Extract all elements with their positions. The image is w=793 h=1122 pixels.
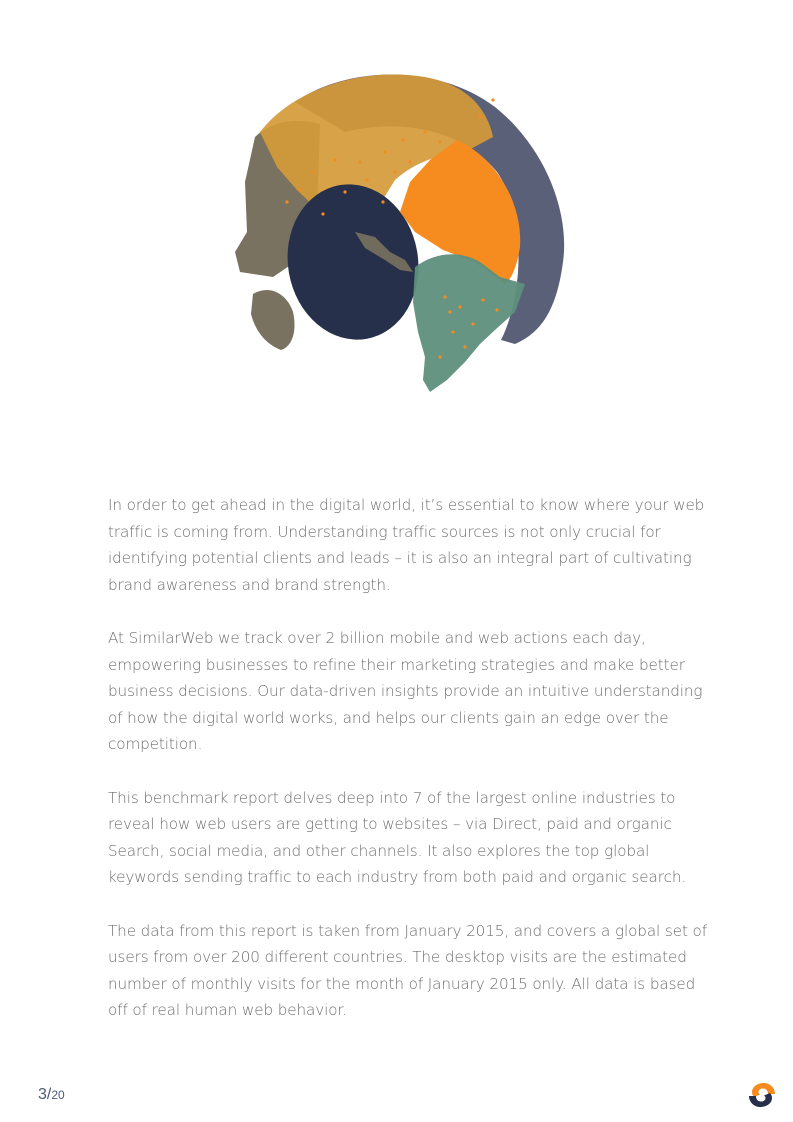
paragraph-1: In order to get ahead in the digital world, it’s essential to know where your web traffic is coming from. Understanding traffic sources is not only crucial for identifying potential clients and leads – it is also an integral part of cultivating brand awareness and brand strength. (108, 496, 705, 594)
similarweb-logo-icon (748, 1081, 776, 1109)
page-current: 3/ (38, 1086, 52, 1103)
paragraph-3: This benchmark report delves deep into 7 of the largest online industries to reveal how web users are getting to websites – via Direct, paid and organic Search, social media, and other channels. It also explores the top global keywords sending traffic to each industry from both paid and organic search. (108, 788, 687, 886)
page-number (38, 1086, 65, 1104)
intro-text (108, 492, 708, 1051)
globe-tan-island (251, 290, 295, 350)
paragraph-4: The data from this report is taken from January 2015, and covers a global set of users from over 200 different countries. The desktop visits are the estimated number of monthly visits for the month of January 2015 only. All data is based off of real human web behavior. (108, 921, 707, 1019)
globe-illustration (225, 62, 575, 402)
paragraph-2: At SimilarWeb we track over 2 billion mobile and web actions each day, empowering businesses to refine their marketing strategies and make better business decisions. Our data-driven insights provide an intuitive understanding of how the digital world works, and helps our clients gain an edge over the competition. (108, 629, 703, 753)
page-total: 20 (51, 1088, 65, 1102)
